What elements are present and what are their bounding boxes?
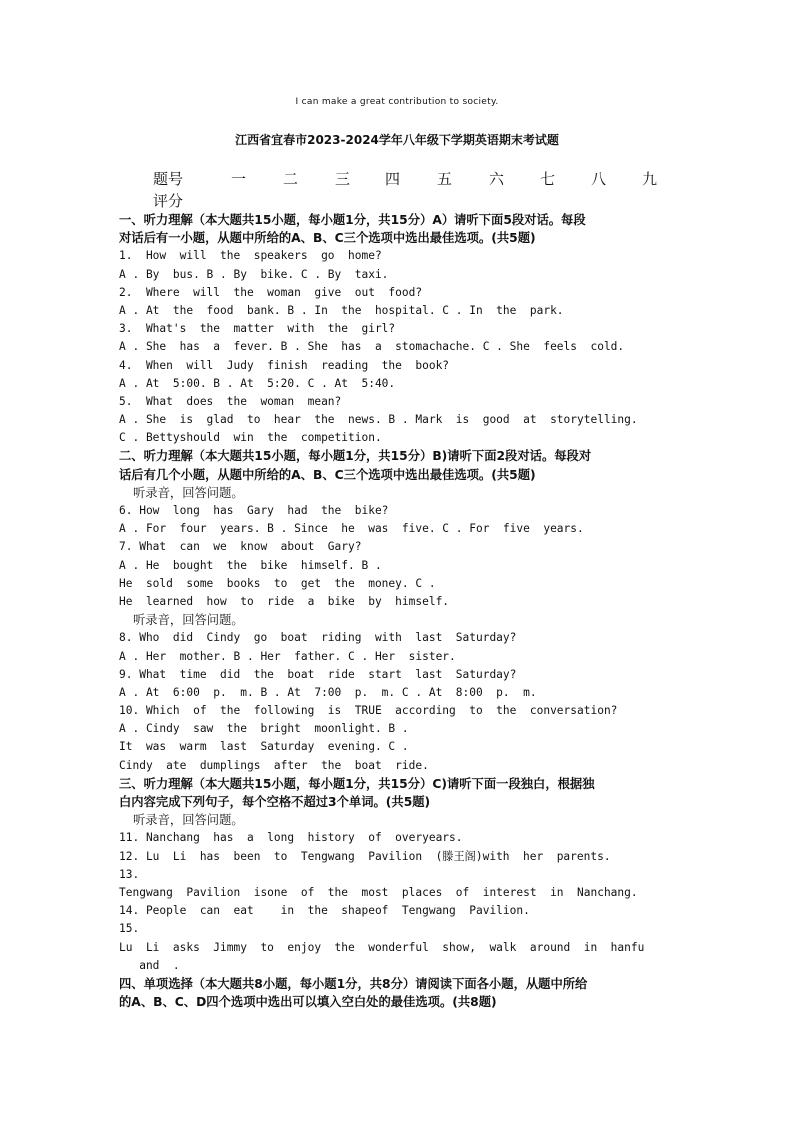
section-heading: 话后有几个小题，从题中所给的A、B、C三个选项中选出最佳选项。(共5题) xyxy=(119,467,536,482)
score-value-row xyxy=(153,190,673,212)
answer-options: Cindy ate dumplings after the boat ride. xyxy=(119,758,429,772)
score-header-row xyxy=(153,168,673,190)
answer-options: A . At 6:00 p. m. B . At 7:00 p. m. C . At 8:00 p. m. xyxy=(119,685,537,699)
question-text: Tengwang Pavilion isone of the most places of interest in Nanchang. xyxy=(119,885,638,899)
listening-instruction: 听录音，回答问题。 xyxy=(133,813,244,828)
question-number-label: 题号 xyxy=(153,170,184,188)
question-text: 13. xyxy=(119,867,140,881)
answer-options: A . Cindy saw the bright moonlight. B . xyxy=(119,722,409,736)
question-text: 5. What does the woman mean? xyxy=(119,394,342,408)
section-heading: 一、听力理解（本大题共15小题，每小题1分，共15分）A）请听下面5段对话。每段 xyxy=(119,213,586,227)
section-heading: 三、听力理解（本大题共15小题，每小题1分，共15分）C)请听下面一段独白，根据独 xyxy=(119,776,595,791)
question-text: Lu Li asks Jimmy to enjoy the wonderful show, walk around in hanfu xyxy=(119,940,645,954)
answer-options: A . By bus. B . By bike. C . By taxi. xyxy=(119,267,389,281)
answer-options: A . At 5:00. B . At 5:20. C . At 5:40. xyxy=(119,376,396,390)
question-text: 8. Who did Cindy go boat riding with last Saturday? xyxy=(119,631,517,645)
column-header: 六 xyxy=(489,170,505,188)
question-text: and . xyxy=(119,958,180,972)
column-header: 四 xyxy=(385,170,401,188)
column-header: 九 xyxy=(642,170,658,188)
column-header: 一 xyxy=(231,170,247,188)
answer-options: A . He bought the bike himself. B . xyxy=(119,558,382,572)
score-label: 评分 xyxy=(153,192,184,210)
header-motto: I can make a great contribution to society. xyxy=(295,97,499,107)
section-heading: 对话后有一小题，从题中所给的A、B、C三个选项中选出最佳选项。(共5题) xyxy=(119,231,536,246)
answer-options: C . Bettyshould win the competition. xyxy=(119,431,382,445)
section-heading: 四、单项选择（本大题共8小题，每小题1分，共8分）请阅读下面各小题，从题中所给 xyxy=(119,976,588,991)
column-header: 七 xyxy=(540,170,556,188)
question-text: 14. People can eat in the shapeof Tengwang Pavilion. xyxy=(119,904,530,918)
section-heading: 二、听力理解（本大题共15小题，每小题1分，共15分）B)请听下面2段对话。每段对 xyxy=(119,449,592,464)
question-text: 15. xyxy=(119,922,140,936)
column-header: 八 xyxy=(591,170,607,188)
score-table xyxy=(153,168,673,212)
listening-instruction: 听录音，回答问题。 xyxy=(133,485,244,500)
listening-instruction: 听录音，回答问题。 xyxy=(133,613,244,628)
answer-options: He sold some books to get the money. C . xyxy=(119,576,436,590)
column-header: 二 xyxy=(283,170,299,188)
answer-options: It was warm last Saturday evening. C . xyxy=(119,740,409,754)
question-text: 12. Lu Li has been to Tengwang Pavilion (滕王阁)with her parents. xyxy=(119,849,611,863)
question-text: 6. How long has Gary had the bike? xyxy=(119,504,389,517)
question-text: 10. Which of the following is TRUE according to the conversation? xyxy=(119,704,618,718)
question-text: 2. Where will the woman give out food? xyxy=(119,285,423,299)
question-text: 7. What can we know about Gary? xyxy=(119,540,362,554)
exam-body xyxy=(119,211,675,1011)
answer-options: A . At the food bank. B . In the hospital. C . In the park. xyxy=(119,303,564,317)
answer-options: A . She is glad to hear the news. B . Mark is good at storytelling. xyxy=(119,413,638,427)
exam-title: 江西省宜春市2023-2024学年八年级下学期英语期末考试题 xyxy=(235,133,559,147)
section-heading: 的A、B、C、D四个选项中选出可以填入空白处的最佳选项。(共8题) xyxy=(119,995,497,1010)
question-text: 11. Nanchang has a long history of overyears. xyxy=(119,831,463,845)
answer-options: A . For four years. B . Since he was five. C . For five years. xyxy=(119,522,584,536)
section-heading: 白内容完成下列句子，每个空格不超过3个单词。(共5题) xyxy=(119,795,431,809)
question-text: 3. What's the matter with the girl? xyxy=(119,322,396,336)
question-text: 4. When will Judy finish reading the book? xyxy=(119,358,450,372)
column-header: 三 xyxy=(335,170,351,188)
answer-options: A . Her mother. B . Her father. C . Her sister. xyxy=(119,649,456,663)
question-text: 9. What time did the boat ride start last Saturday? xyxy=(119,667,517,681)
column-header: 五 xyxy=(437,170,453,188)
answer-options: He learned how to ride a bike by himself. xyxy=(119,594,450,608)
question-text: 1. How will the speakers go home? xyxy=(119,249,382,263)
answer-options: A . She has a fever. B . She has a stomachache. C . She feels cold. xyxy=(119,340,625,354)
